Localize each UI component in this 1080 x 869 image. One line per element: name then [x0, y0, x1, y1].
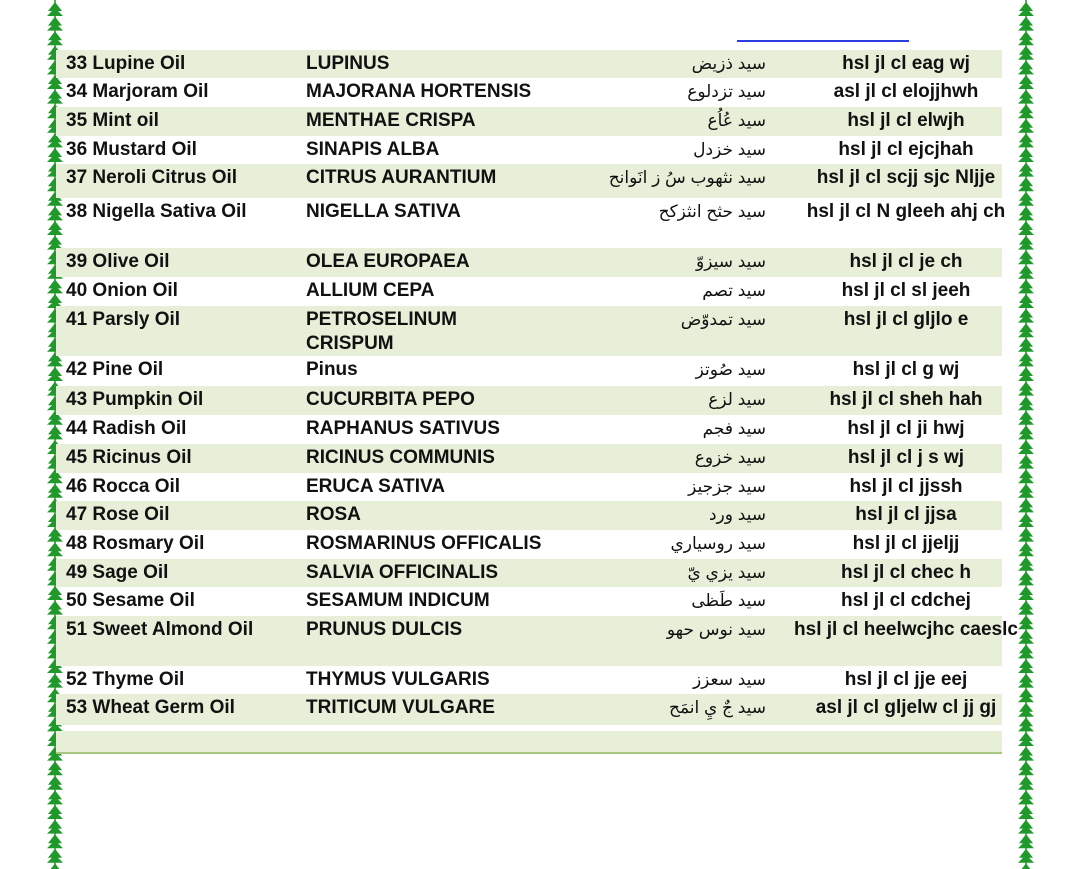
oil-name: 43 Pumpkin Oil [66, 389, 204, 410]
tree-icon [47, 863, 63, 869]
table-row [56, 78, 1002, 107]
oil-name: 44 Radish Oil [66, 418, 187, 439]
code-text: hsl jl cl sheh hah [829, 389, 983, 410]
tree-icon [1018, 820, 1034, 834]
table-row [56, 50, 1002, 78]
code-text: hsl jl cl jje eej [844, 669, 968, 690]
code-text: hsl jl cl ejcjhah [838, 139, 974, 160]
oil-name: 50 Sesame Oil [66, 590, 195, 611]
code-text: hsl jl cl j s wj [847, 447, 965, 468]
table-row [56, 587, 1002, 616]
arabic-name: سيد صُوتز [695, 360, 766, 379]
oil-name: 41 Parsly Oil [66, 309, 181, 330]
table-row [56, 164, 1002, 198]
table-bottom-fill [56, 731, 1002, 752]
code-text: hsl jl cl heelwcjhc caeslc [794, 619, 1018, 640]
tree-icon [1018, 805, 1034, 819]
latin-name: THYMUS VULGARIS [306, 669, 490, 690]
latin-name: OLEA EUROPAEA [306, 251, 470, 272]
arabic-name: سيد ورد [708, 505, 766, 524]
oil-name: 52 Thyme Oil [66, 669, 185, 690]
oil-name: 45 Ricinus Oil [66, 447, 192, 468]
tree-icon [1018, 2, 1034, 16]
table-row [56, 277, 1002, 306]
table-bottom-rule [56, 752, 1002, 754]
oil-name: 33 Lupine Oil [66, 53, 186, 74]
oil-name: 34 Marjoram Oil [66, 81, 209, 102]
latin-name: ROSA [306, 504, 361, 525]
table-row [56, 530, 1002, 559]
arabic-name: سيد تصم [702, 281, 766, 300]
latin-name: SINAPIS ALBA [306, 139, 440, 160]
tree-icon [47, 17, 63, 31]
tree-icon [1018, 338, 1034, 352]
oil-name: 36 Mustard Oil [66, 139, 197, 160]
arabic-name: سيد عُاُع [707, 111, 766, 130]
table-row [56, 616, 1018, 666]
code-text: asl jl cl elojjhwh [833, 81, 979, 102]
table-row [56, 415, 1002, 444]
arabic-name: سيد خزوع [694, 448, 766, 467]
arabic-name: سيد ذزيض [691, 54, 766, 73]
tree-icon [47, 31, 63, 45]
arabic-name: سيد يزي يّ [687, 563, 766, 582]
latin-name: Pinus [306, 359, 358, 380]
code-text: hsl jl cl jjsa [855, 504, 957, 525]
latin-name: ERUCA SATIVA [306, 476, 445, 497]
oil-name: 49 Sage Oil [66, 562, 169, 583]
tree-icon [1018, 236, 1034, 250]
latin-name: ALLIUM CEPA [306, 280, 435, 301]
oil-name: 42 Pine Oil [66, 359, 164, 380]
tree-icon [1018, 790, 1034, 804]
tree-icon [1018, 849, 1034, 863]
latin-name: TRITICUM VULGARE [306, 697, 495, 718]
tree-icon [47, 820, 63, 834]
latin-name: ROSMARINUS OFFICALIS [306, 533, 542, 554]
code-text: hsl jl cl gljlo e [843, 309, 969, 330]
arabic-name: سيد طَظى [691, 591, 766, 610]
oil-name: 37 Neroli Citrus Oil [66, 167, 238, 188]
latin-name: NIGELLA SATIVA [306, 201, 461, 222]
code-text: hsl jl cl cdchej [841, 590, 971, 611]
arabic-name: سيد لزع [708, 390, 766, 409]
arabic-name: سيد تزدلوع [687, 82, 766, 101]
oil-name: 53 Wheat Germ Oil [66, 697, 235, 718]
latin-name: RAPHANUS SATIVUS [306, 418, 500, 439]
table-row [56, 694, 1002, 725]
tree-icon [1018, 732, 1034, 746]
tree-icon [47, 2, 63, 16]
table-row [56, 444, 1002, 473]
table-row [56, 356, 1002, 386]
oil-table [56, 50, 1018, 725]
arabic-name: سيد جزجيز [688, 477, 766, 496]
oil-name: 39 Olive Oil [66, 251, 170, 272]
code-text: hsl jl cl elwjh [847, 110, 965, 131]
table-row [56, 473, 1002, 501]
code-text: hsl jl cl g wj [852, 359, 960, 380]
arabic-name: سيد فجم [702, 419, 766, 438]
code-text: hsl jl cl N gleeh ahj ch [806, 201, 1006, 222]
arabic-name: سيد سيزوّ [696, 252, 766, 271]
oil-name: 48 Rosmary Oil [66, 533, 205, 554]
oil-name: 38 Nigella Sativa Oil [66, 201, 247, 222]
code-text: hsl jl cl ji hwj [847, 418, 965, 439]
table-row [56, 248, 1002, 277]
latin-name: PETROSELINUM CRISPUM [306, 309, 457, 354]
arabic-name: سيد نوس حهو [666, 620, 766, 639]
oil-name: 47 Rose Oil [66, 504, 170, 525]
arabic-name: سيد تمدوّض [680, 310, 766, 329]
table-row [56, 306, 1002, 356]
tree-icon [1018, 776, 1034, 790]
table-row [56, 386, 1002, 415]
latin-name: MENTHAE CRISPA [306, 110, 476, 131]
tree-icon [47, 790, 63, 804]
code-text: asl jl cl gljelw cl jj gj [815, 697, 997, 718]
top-blue-line [737, 40, 909, 42]
table-row [56, 666, 1002, 694]
tree-icon [47, 776, 63, 790]
code-text: hsl jl cl scjj sjc Nljje [816, 167, 996, 188]
tree-icon [1018, 747, 1034, 761]
table-row [56, 107, 1002, 136]
latin-name: CUCURBITA PEPO [306, 389, 475, 410]
tree-icon [1018, 834, 1034, 848]
latin-name: LUPINUS [306, 53, 390, 74]
latin-name: SESAMUM INDICUM [306, 590, 490, 611]
latin-name: MAJORANA HORTENSIS [306, 81, 532, 102]
tree-icon [47, 849, 63, 863]
tree-icon [47, 761, 63, 775]
code-text: hsl jl cl jjssh [849, 476, 963, 497]
oil-name: 40 Onion Oil [66, 280, 178, 301]
code-text: hsl jl cl je ch [849, 251, 963, 272]
latin-name: PRUNUS DULCIS [306, 619, 463, 640]
arabic-name: سيد جٌ يِ انمَح [668, 698, 766, 717]
tree-icon [1018, 761, 1034, 775]
latin-name: RICINUS COMMUNIS [306, 447, 495, 468]
arabic-name: سيد سعزز [692, 670, 766, 689]
code-text: hsl jl cl chec h [841, 562, 971, 583]
latin-name: SALVIA OFFICINALIS [306, 562, 499, 583]
oil-name: 46 Rocca Oil [66, 476, 181, 497]
tree-icon [1018, 863, 1034, 869]
code-text: hsl jl cl jjeljj [852, 533, 960, 554]
table-row [56, 559, 1002, 587]
tree-icon [47, 805, 63, 819]
table-row [56, 501, 1002, 530]
latin-name: CITRUS AURANTIUM [306, 167, 497, 188]
arabic-name: سيد خزدل [693, 140, 766, 159]
table-row [56, 198, 1006, 248]
arabic-name: سيد حثح انثزكح [658, 202, 766, 221]
arabic-name: سيد نثهوب سُ ز انَوانح [608, 168, 766, 187]
tree-icon [47, 834, 63, 848]
oil-name: 35 Mint oil [66, 110, 159, 131]
tree-icon [1018, 644, 1034, 658]
code-text: hsl jl cl sl jeeh [841, 280, 971, 301]
code-text: hsl jl cl eag wj [842, 53, 970, 74]
arabic-name: سيد روسياري [670, 534, 766, 553]
tree-icon [1018, 31, 1034, 45]
table-row [56, 136, 1002, 164]
tree-icon [1018, 17, 1034, 31]
oil-name: 51 Sweet Almond Oil [66, 619, 254, 640]
